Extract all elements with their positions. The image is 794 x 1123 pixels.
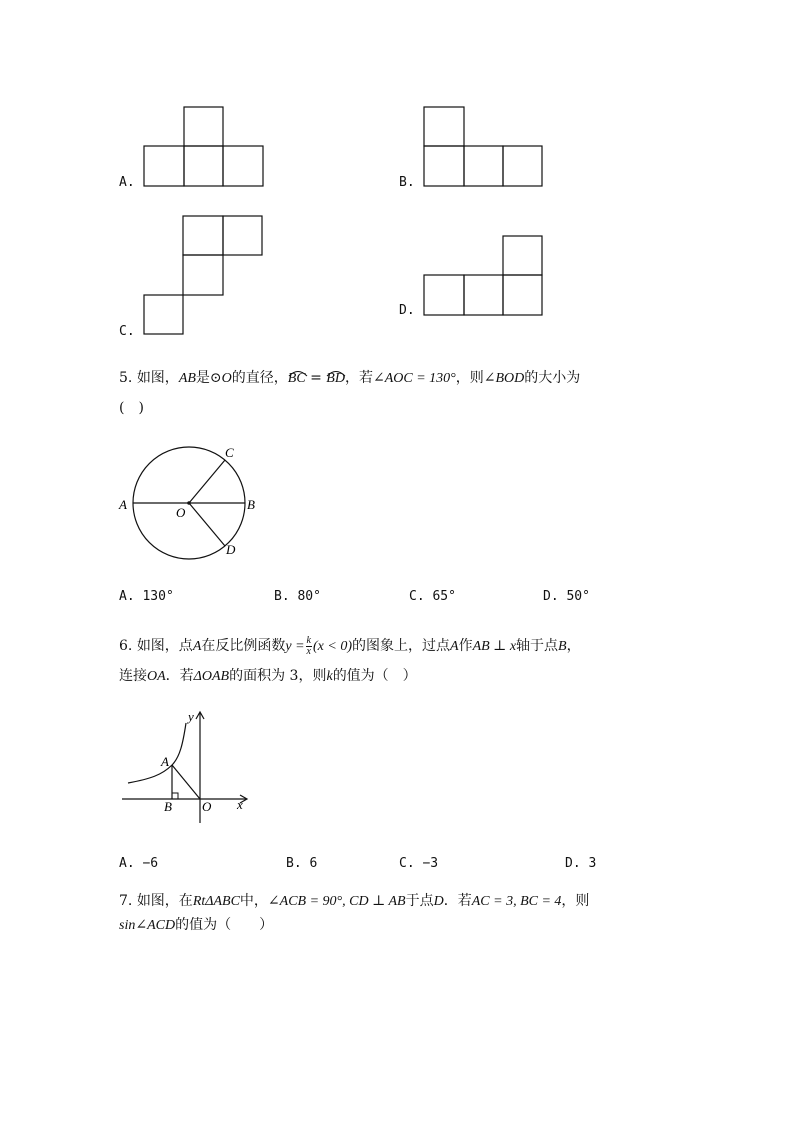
math-arc-bc — [288, 371, 306, 386]
question-number: 5. — [119, 370, 133, 386]
arc-bd-text: BD — [326, 371, 345, 386]
question-number: 7. — [119, 893, 133, 909]
stem-text: 的图象上，过点 — [352, 638, 450, 654]
choice-value: 3 — [588, 856, 597, 871]
stem-text: 的面积为 3，则 — [229, 668, 327, 684]
math-sin-acd: sin∠ACD — [119, 918, 176, 933]
stem-text: 的值为（ ） — [175, 917, 274, 933]
choice-label: A. — [119, 856, 135, 871]
q6-choice-c — [399, 856, 438, 871]
q7-stem-line1 — [119, 888, 589, 915]
choice-value: 50° — [566, 589, 590, 604]
q5-choice-c — [409, 589, 456, 604]
stem-text: ．若 — [443, 893, 472, 909]
stem-text: 在反比例函数 — [201, 638, 286, 654]
choice-value: −6 — [142, 856, 159, 871]
q4-nets-figure — [0, 0, 794, 340]
label-o: O — [176, 505, 186, 520]
stem-text: 连接 — [119, 668, 147, 684]
arc-mark-icon — [288, 369, 308, 377]
math-oa: OA — [147, 669, 166, 684]
label-b: B — [164, 799, 172, 814]
stem-text: ， — [566, 638, 581, 654]
stem-text: 的直径， — [231, 370, 288, 386]
fraction-numerator: k — [306, 634, 311, 646]
q4-option-a-label: A. — [119, 175, 135, 190]
math-y-eq: y = — [285, 639, 305, 654]
label-x: x — [237, 797, 243, 812]
choice-label: B. — [274, 589, 290, 604]
q5-stem — [119, 365, 580, 392]
math-a: A — [192, 639, 202, 654]
stem-text: ．若 — [165, 668, 194, 684]
stem-text: 如图，在 — [136, 893, 193, 909]
label-a: A — [161, 754, 169, 769]
fraction-denominator: x — [306, 645, 311, 657]
stem-text: 作 — [458, 638, 473, 654]
stem-text: ，若 — [344, 370, 373, 386]
stem-text: 的值为（ ） — [332, 668, 417, 684]
choice-value: −3 — [422, 856, 439, 871]
arc-mark-icon — [326, 369, 346, 377]
stem-text: 中， — [239, 893, 268, 909]
math-arc-bd — [326, 371, 345, 386]
math-k: k — [326, 669, 333, 684]
math-triangle-oab: ΔOAB — [193, 669, 230, 684]
stem-text: ，则 — [455, 370, 484, 386]
q5-paren: ( ) — [119, 400, 144, 416]
math-angle-bod: ∠BOD — [483, 371, 525, 386]
stem-text: 如图，点 — [136, 638, 193, 654]
choice-value: 130° — [142, 589, 174, 604]
label-o: O — [202, 799, 212, 814]
choice-label: D. — [543, 589, 559, 604]
choice-label: A. — [119, 589, 135, 604]
stem-text: 如图， — [136, 370, 179, 386]
stem-text: ，则 — [561, 893, 590, 909]
math-angle-aoc: ∠AOC = 130° — [372, 371, 456, 386]
math-rt-triangle: RtΔABC — [192, 894, 240, 909]
q4-option-c-label: C. — [119, 324, 135, 339]
stem-text: 轴于点 — [516, 638, 559, 654]
math-perp: AB ⊥ x — [472, 639, 517, 654]
q5-choice-b — [274, 589, 321, 604]
choice-label: D. — [565, 856, 581, 871]
choice-label: C. — [409, 589, 425, 604]
stem-text: 于点 — [405, 893, 434, 909]
stem-text: 是 — [195, 370, 210, 386]
q5-circle-figure — [110, 438, 270, 568]
question-number: 6. — [119, 638, 133, 654]
math-fraction — [306, 636, 312, 657]
choice-value: 65° — [432, 589, 456, 604]
math-ab: AB — [178, 371, 196, 386]
q6-stem-line2 — [119, 663, 417, 690]
q6-choice-b — [286, 856, 317, 871]
q5-choice-a — [119, 589, 174, 604]
q6-choice-a — [119, 856, 158, 871]
label-a: A — [119, 497, 127, 512]
stem-text: 的大小为 — [524, 370, 581, 386]
math-a: A — [450, 639, 459, 654]
math-lengths: AC = 3, BC = 4 — [471, 894, 562, 909]
math-conditions: ∠ACB = 90°, CD ⊥ AB — [267, 894, 406, 909]
choice-value: 80° — [297, 589, 321, 604]
label-y: y — [188, 709, 194, 724]
math-circle-o: ⊙O — [209, 371, 232, 386]
label-c: C — [225, 445, 234, 460]
math-domain: (x < 0) — [313, 639, 352, 654]
math-b: B — [558, 639, 567, 654]
q7-stem-line2 — [119, 912, 273, 939]
choice-value: 6 — [309, 856, 318, 871]
label-b: B — [247, 497, 255, 512]
q4-option-b-label: B. — [399, 175, 415, 190]
q6-stem-line1 — [119, 633, 581, 660]
math-equals: = — [305, 370, 327, 386]
choice-label: B. — [286, 856, 302, 871]
q6-graph-figure — [110, 705, 260, 830]
choice-label: C. — [399, 856, 415, 871]
math-d: D — [433, 894, 444, 909]
q5-choice-d — [543, 589, 590, 604]
q4-option-d-label: D. — [399, 303, 415, 318]
q6-choice-d — [565, 856, 596, 871]
arc-bc-text: BC — [287, 371, 306, 386]
label-d: D — [226, 542, 236, 557]
